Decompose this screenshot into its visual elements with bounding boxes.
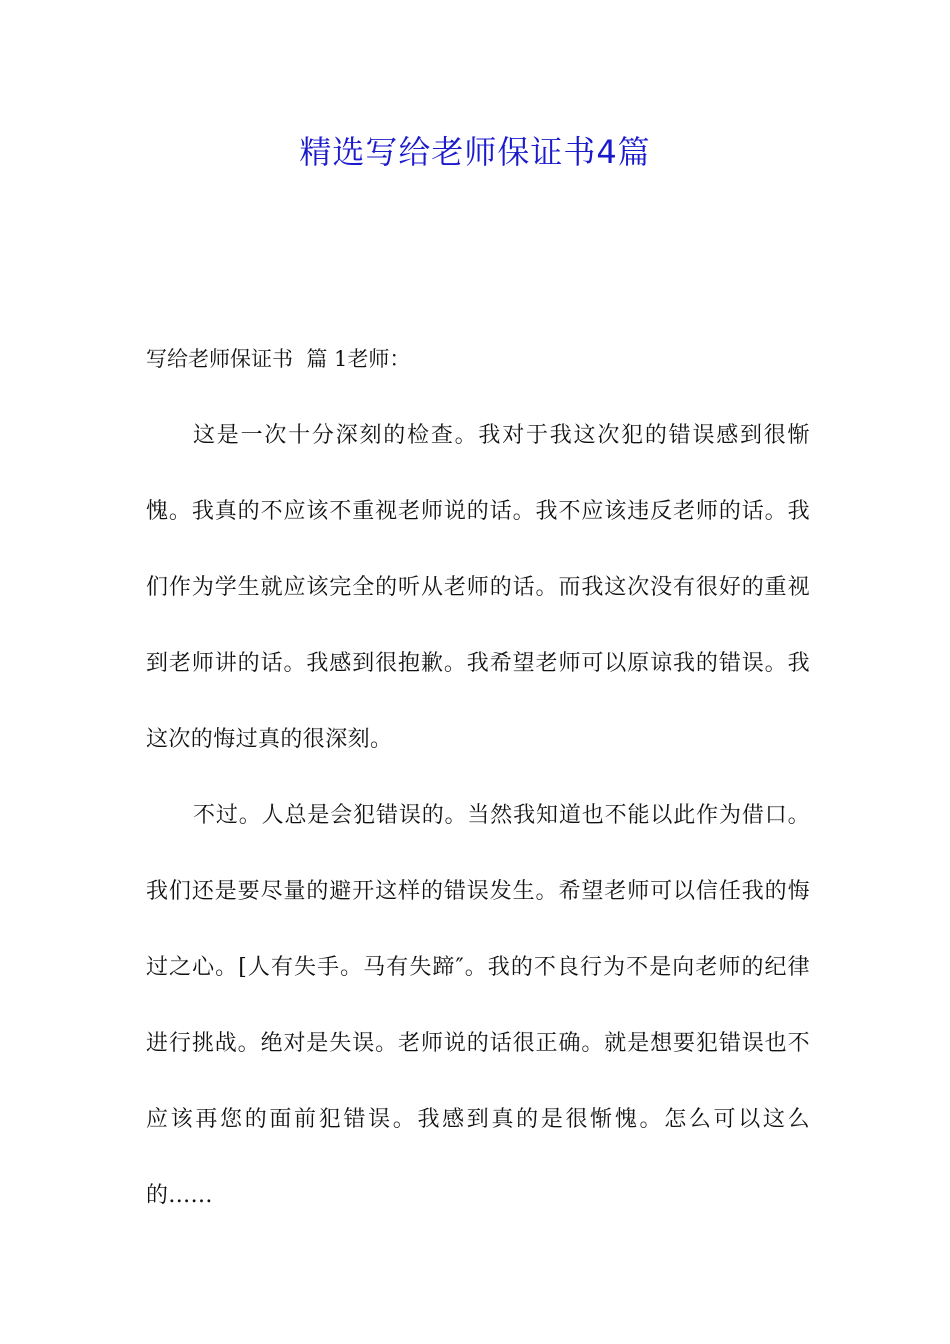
- document-title: 精选写给老师保证书4篇: [299, 133, 651, 171]
- paragraph-1: 这是一次十分深刻的检查。我对于我这次犯的错误感到很惭愧。我真的不应该不重视老师说的话。我不应该违反老师的话。我们作为学生就应该完全的听从老师的话。而我这次没有很好的重视到老师讲的话。我感到很抱歉。我希望老师可以原谅我的错误。我这次的悔过真的很深刻。: [146, 423, 810, 752]
- heading-spacer: [293, 347, 306, 371]
- section-heading-line: [146, 343, 816, 375]
- section-heading: 写给老师保证书: [146, 347, 293, 371]
- section-number: 篇 1: [306, 347, 348, 371]
- paragraph-2: 不过。人总是会犯错误的。当然我知道也不能以此作为借口。我们还是要尽量的避开这样的错误发生。希望老师可以信任我的悔过之心。[人有失手。马有失蹄″。我的不良行为不是向老师的纪律进行挑战。绝对是失误。老师说的话很正确。就是想要犯错误也不应该再您的面前犯错误。我感到真的是很惭愧。怎么可以这么的......: [146, 803, 810, 1208]
- salutation: 老师：: [347, 347, 411, 371]
